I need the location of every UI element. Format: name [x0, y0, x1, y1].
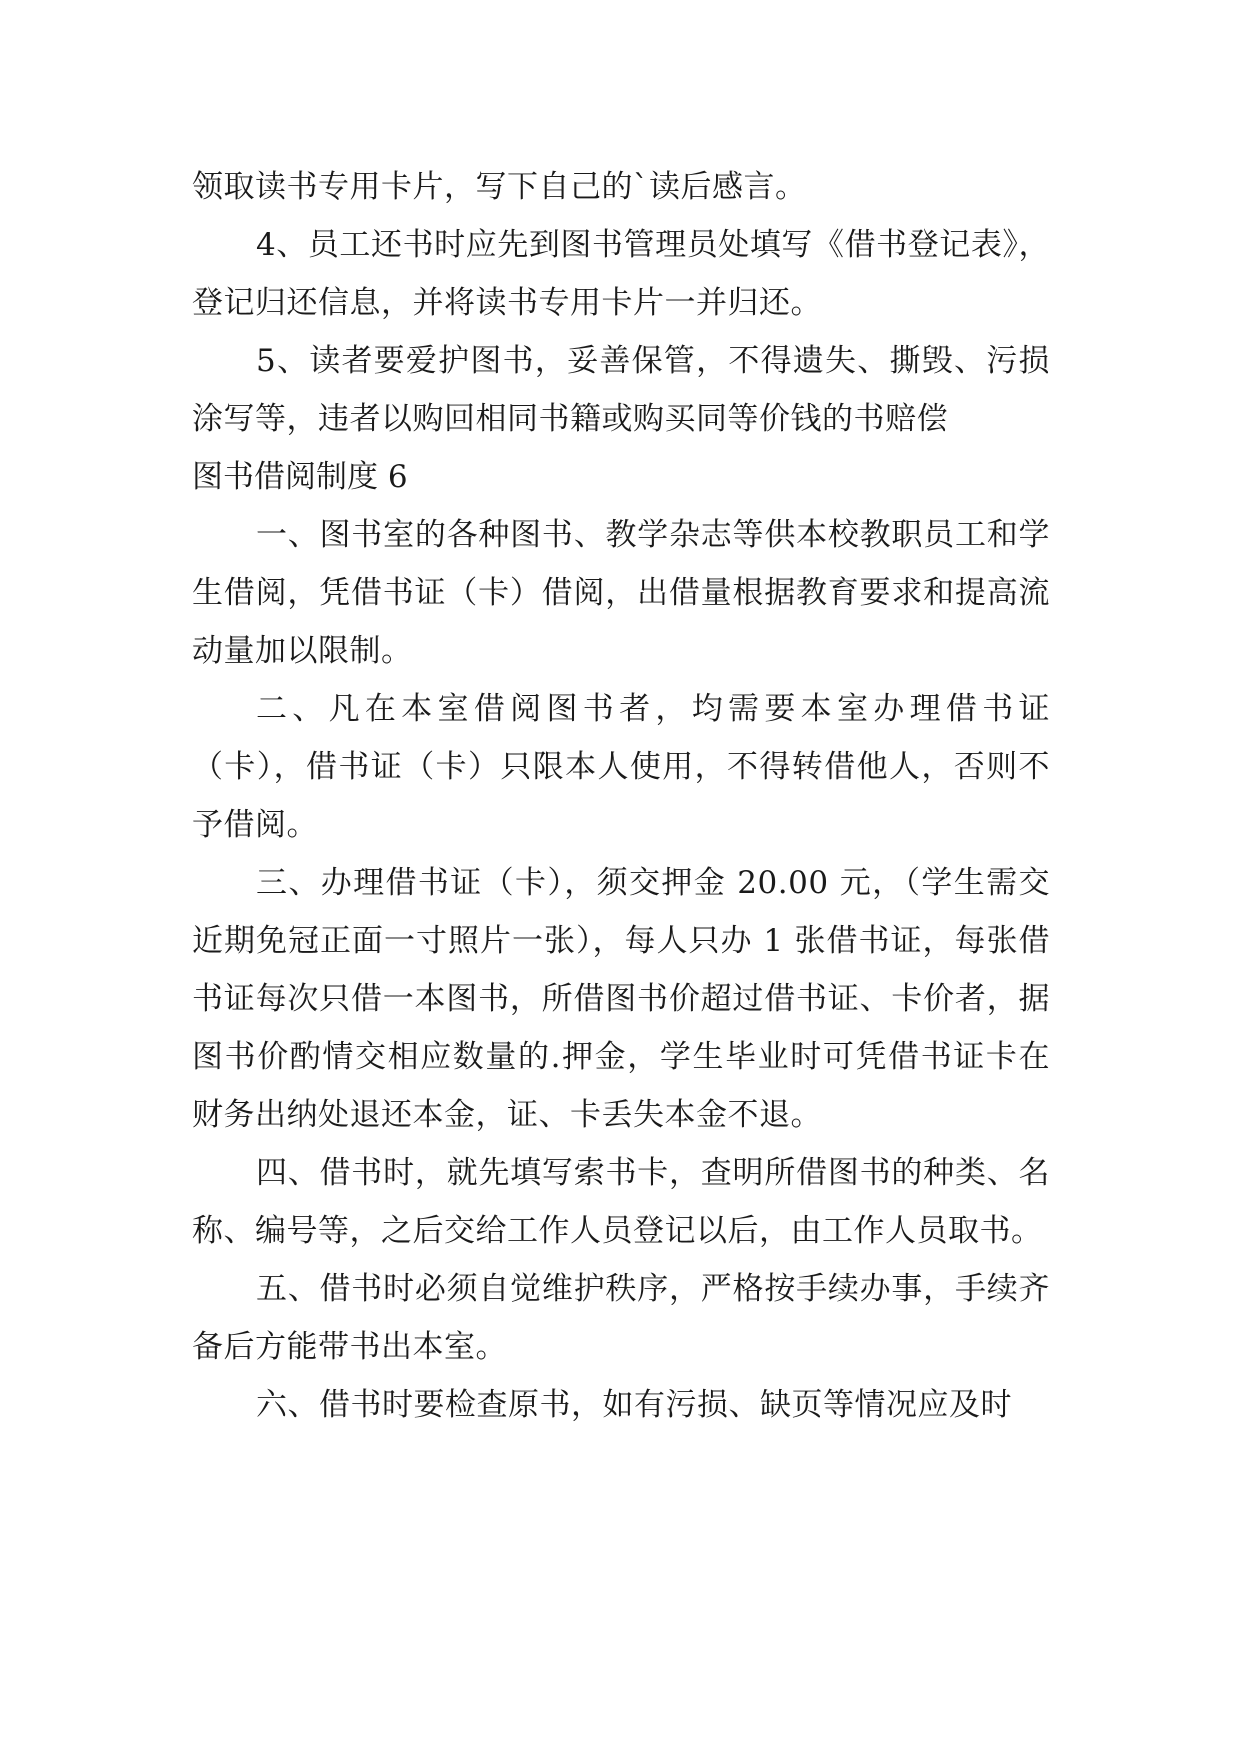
paragraph-item-1: 一、图书室的各种图书、教学杂志等供本校教职员工和学生借阅，凭借书证（卡）借阅，出借量根据教育要求和提高流动量加以限制。: [192, 517, 1050, 669]
paragraph-item-4: 四、借书时，就先填写索书卡，查明所借图书的种类、名称、编号等，之后交给工作人员登记以后，由工作人员取书。: [192, 1155, 1050, 1249]
paragraph-rule-4: 4、员工还书时应先到图书管理员处填写《借书登记表》，登记归还信息，并将读书专用卡片一并归还。: [192, 227, 1050, 321]
paragraph-rule-5: 5、读者要爱护图书，妥善保管，不得遗失、撕毁、污损涂写等，违者以购回相同书籍或购买同等价钱的书赔偿: [192, 343, 1050, 437]
paragraph-item-6: 六、借书时要检查原书，如有污损、缺页等情况应及时: [256, 1387, 1012, 1423]
paragraph-continuation: 领取读书专用卡片，写下自己的`读后感言。: [192, 169, 807, 205]
paragraph-item-5: 五、借书时必须自觉维护秩序，严格按手续办事，手续齐备后方能带书出本室。: [192, 1271, 1050, 1365]
paragraph-item-2: 二、凡在本室借阅图书者，均需要本室办理借书证（卡），借书证（卡）只限本人使用，不得转借他人，否则不予借阅。: [192, 691, 1050, 843]
section-title: 图书借阅制度 6: [192, 459, 408, 495]
document-body: [192, 158, 1050, 1434]
paragraph-item-3: 三、办理借书证（卡），须交押金 20.00 元，（学生需交近期免冠正面一寸照片一张），每人只办 1 张借书证，每张借书证每次只借一本图书，所借图书价超过借书证、卡价者，据图书价酌情交相应数量的.押金，学生毕业时可凭借书证卡在财务出纳处退还本金，证、卡丢失本金不退。: [192, 865, 1050, 1133]
